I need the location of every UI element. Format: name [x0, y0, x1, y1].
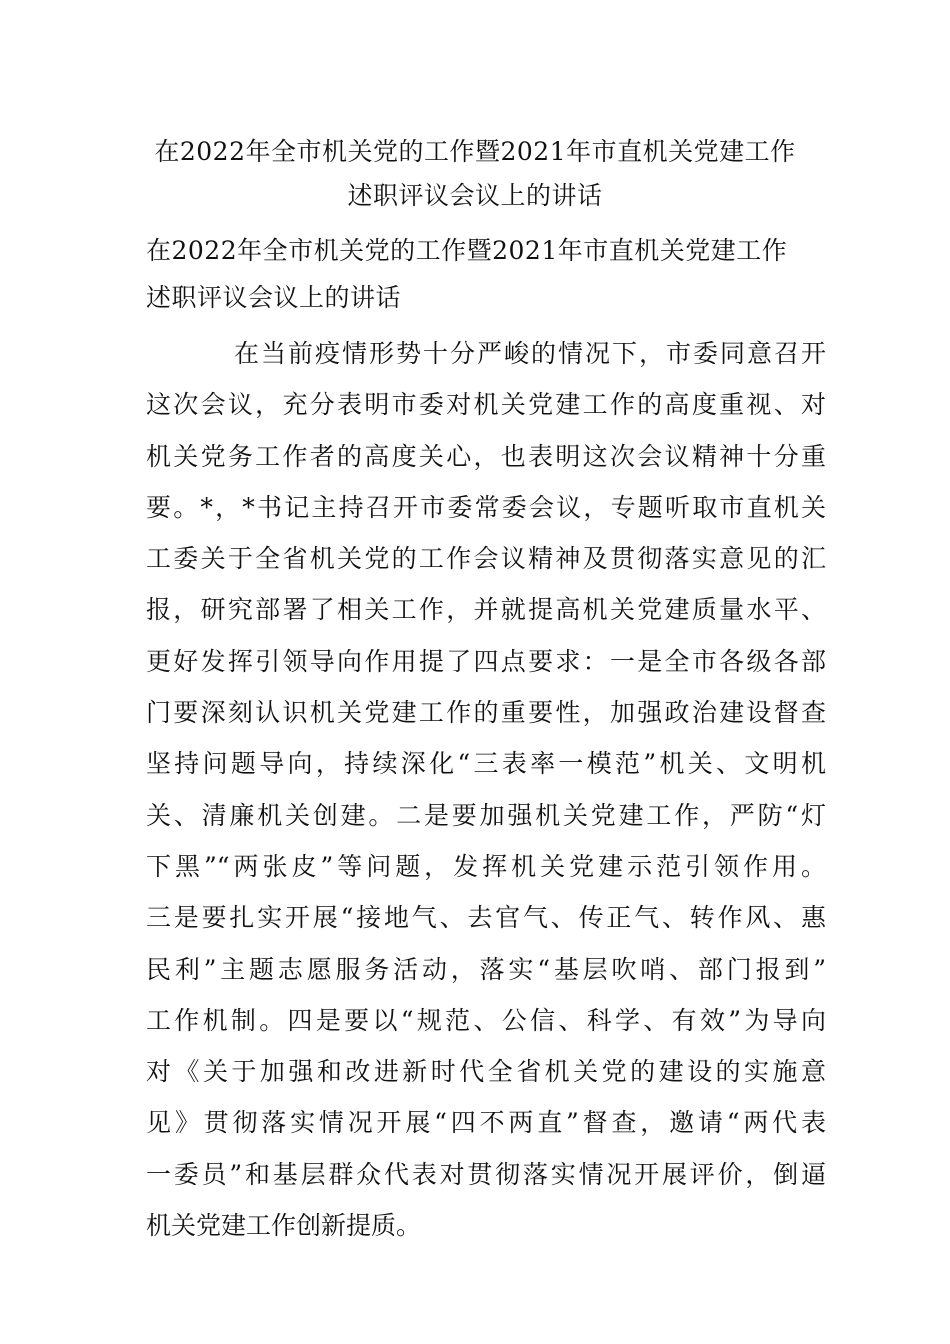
body-line: 坚持问题导向，持续深化“三表率一模范”机关、文明机 [146, 749, 826, 779]
document-title [120, 130, 830, 218]
title-line-1: 在2022年全市机关党的工作暨2021年市直机关党建工作 [154, 137, 796, 166]
body-line: 民利”主题志愿服务活动，落实“基层吹哨、部门报到” [146, 954, 826, 984]
body-line: 机关党务工作者的高度关心，也表明这次会议精神十分重 [146, 441, 826, 471]
body-line: 门要深刻认识机关党建工作的重要性，加强政治建设督查 [146, 698, 826, 728]
repeated-title [146, 227, 826, 321]
body-line: 机关党建工作创新提质。 [146, 1211, 422, 1241]
body-paragraph [146, 328, 826, 1251]
body-line: 三是要扎实开展“接地气、去官气、传正气、转作风、惠 [146, 903, 826, 933]
body-line: 一委员”和基层群众代表对贯彻落实情况开展评价，倒逼 [146, 1159, 826, 1189]
body-line: 工作机制。四是要以“规范、公信、科学、有效”为导向 [146, 1005, 826, 1035]
body-line: 更好发挥引领导向作用提了四点要求：一是全市各级各部 [146, 646, 826, 676]
repeated-title-line-2: 述职评议会议上的讲话 [146, 283, 402, 312]
body-line: 在当前疫情形势十分严峻的情况下，市委同意召开 [234, 339, 826, 368]
body-line: 要。*，*书记主持召开市委常委会议，专题听取市直机关 [146, 492, 826, 522]
body-line: 关、清廉机关创建。二是要加强机关党建工作，严防“灯 [146, 800, 826, 830]
body-line: 对《关于加强和改进新时代全省机关党的建设的实施意 [146, 1057, 826, 1087]
body-line: 工委关于全省机关党的工作会议精神及贯彻落实意见的汇 [146, 544, 826, 574]
title-line-2: 述职评议会议上的讲话 [347, 181, 603, 210]
body-line: 这次会议，充分表明市委对机关党建工作的高度重视、对 [146, 390, 826, 420]
body-line: 报，研究部署了相关工作，并就提高机关党建质量水平、 [146, 595, 826, 625]
body-line: 见》贯彻落实情况开展“四不两直”督查，邀请“两代表 [146, 1108, 826, 1138]
repeated-title-line-1: 在2022年全市机关党的工作暨2021年市直机关党建工作 [146, 236, 788, 265]
body-line: 下黑”“两张皮”等问题，发挥机关党建示范引领作用。 [146, 851, 826, 881]
